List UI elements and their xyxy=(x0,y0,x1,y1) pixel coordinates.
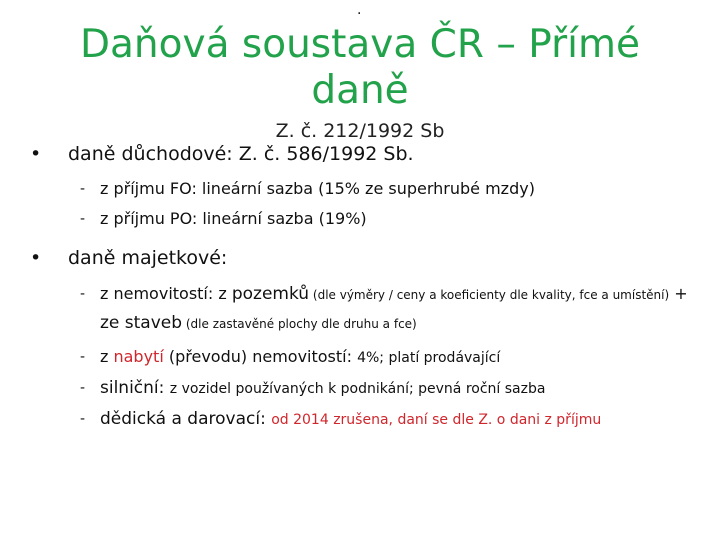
sub-bullet-po xyxy=(30,208,710,230)
plus-sign: + xyxy=(669,284,688,303)
acquisition-lead: z xyxy=(100,347,114,366)
top-dot: . xyxy=(357,2,362,18)
slide-title xyxy=(0,22,720,114)
acquisition-text: (převodu) nemovitostí: xyxy=(163,347,358,366)
dash-icon: - xyxy=(80,181,86,197)
bullet-income-tax xyxy=(30,140,710,168)
bullet-text: daně majetkové: xyxy=(68,247,228,269)
sub-bullet-fo xyxy=(30,178,710,200)
road-tax-text: z vozidel používaných k podnikání; pevná roční sazba xyxy=(169,381,546,397)
acquisition-term: nabytí xyxy=(113,347,164,366)
bullet-list xyxy=(30,140,710,431)
land-note: (dle výměry / ceny a koeficienty dle kvality, fce a umístění) xyxy=(309,288,670,302)
bullet-text: daně důchodové: Z. č. 586/1992 Sb. xyxy=(68,143,414,165)
bullet-property-tax xyxy=(30,244,710,272)
dash-icon: - xyxy=(80,380,86,396)
dash-icon: - xyxy=(80,411,86,427)
dash-icon: - xyxy=(80,211,86,227)
title-line-1: Daňová soustava ČR – Přímé xyxy=(80,22,640,67)
sub-bullet-acquisition xyxy=(30,346,710,369)
bullet-icon: • xyxy=(30,247,42,269)
inheritance-text: od 2014 zrušena, daní se dle Z. o dani z příjmu xyxy=(271,412,602,428)
dash-icon: - xyxy=(80,349,86,365)
title-line-2: daně xyxy=(311,68,409,113)
sub-bullet-text: z příjmu PO: lineární sazba (19%) xyxy=(100,209,367,228)
land-term: pozemků xyxy=(231,284,310,304)
sub-bullet-road-tax xyxy=(30,377,710,400)
sub-bullet-text: z příjmu FO: lineární sazba (15% ze superhrubé mzdy) xyxy=(100,179,535,198)
buildings-note: (dle zastavěné plochy dle druhu a fce) xyxy=(182,317,417,331)
road-tax-label: silniční: xyxy=(100,378,170,398)
inheritance-label: dědická a darovací: xyxy=(100,409,272,429)
slide-subtitle: Z. č. 212/1992 Sb xyxy=(275,120,445,142)
sub-bullet-inheritance xyxy=(30,408,710,431)
dash-icon: - xyxy=(80,286,86,302)
buildings-term: ze staveb xyxy=(100,313,183,333)
acquisition-rate: 4%; platí prodávající xyxy=(357,350,501,366)
bullet-icon: • xyxy=(30,143,42,165)
real-estate-lead: z nemovitostí: z xyxy=(100,284,232,303)
sub-bullet-real-estate xyxy=(30,280,710,338)
